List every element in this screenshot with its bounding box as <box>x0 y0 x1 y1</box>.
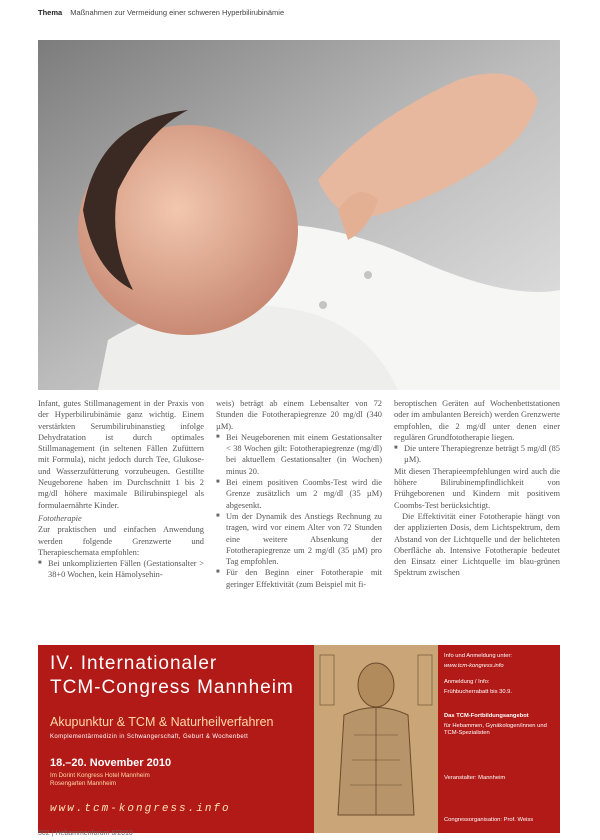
paragraph: beroptischen Geräten auf Wochenbettstationen oder im ambulanten Bereich) werden Grenzwerte empfohlen, die 2 mg/dl unter denen einer regulären Grundfototherapie liegen. <box>394 399 560 442</box>
bullet-list <box>394 443 560 466</box>
text-column-3 <box>394 398 560 579</box>
baby-hand-image <box>38 40 560 390</box>
paragraph: Infant, gutes Stillmanagement in der Praxis von der Hyperbilirubinämie ganz wichtig. Einem verstärkten Serumbilirubinanstieg infolge Dehydratation ist durch optimales Stillmanagement (in seltenen Fällen Zufüttern mit Formula), nicht jedoch durch Tee, Glukose- und Wasserzufütterung vorzubeugen. Gestillte Neugeborene haben im Durchschnitt 1 bis 2 mg/dl höhere maximale Bilirubinspiegel als formulaernährte Kinder. <box>38 399 204 510</box>
tcm-figure-illustration <box>314 645 438 833</box>
text-column-1 <box>38 398 204 581</box>
ad-subtitle: Komplementärmedizin in Schwangerschaft, Geburt & Wochenbett <box>50 734 249 740</box>
ad-title: TCM-Congress Mannheim <box>50 677 294 698</box>
page-footer: 502 | Hebammenforum 6/2010 <box>38 830 133 837</box>
bullet-item: ■ Die untere Therapiegrenze beträgt 5 mg/dl (85 µM). <box>394 443 560 466</box>
header-title: Maßnahmen zur Vermeidung einer schweren Hyperbilirubinämie <box>70 8 285 17</box>
ad-artwork <box>314 645 438 833</box>
congress-advertisement <box>38 645 560 833</box>
ad-title: IV. Internationaler <box>50 653 218 674</box>
bullet-list <box>216 432 382 590</box>
ad-website: www.tcm-kongress.info <box>50 803 231 815</box>
ad-info-label: Info und Anmeldung unter: <box>444 653 513 659</box>
newborn-photo <box>38 40 560 390</box>
ad-info-text: Congressorganisation: Prof. Weiss <box>444 817 534 823</box>
ad-venue-line: Rosengarten Mannheim <box>50 780 117 787</box>
bullet-list <box>38 558 204 581</box>
ad-themes: Akupunktur & TCM & Naturheilverfahren <box>50 715 274 729</box>
ad-info-panel <box>438 645 560 833</box>
ad-venue-line: Im Dorint Kongress Hotel Mannheim <box>50 772 150 779</box>
paragraph: Zur praktischen und einfachen Anwendung werden folgende Grenzwerte und Therapieschemata empfohlen: <box>38 525 204 557</box>
bullet-item: ■ Bei Neugeborenen mit einem Gestationsalter < 38 Wochen gilt: Fototherapiegrenze (mg/dl) bei aktuellem Gestationsalter (in Wochen) minus 20. <box>216 432 382 477</box>
bullet-item: ■ Für den Beginn einer Fototherapie mit geringer Effektivität (zum Beispiel mit fi- <box>216 567 382 590</box>
section-label: Thema <box>38 8 63 17</box>
ad-info-text: Anmeldung / Info: <box>444 679 490 685</box>
paragraph: weis) beträgt ab einem Lebensalter von 72 Stunden die Fototherapiegrenze 20 mg/dl (340 µM). <box>216 399 382 431</box>
paragraph: Die Effektivität einer Fototherapie hängt von der applizierten Dosis, dem Lichtspektrum, dem Abstand von der Lichtquelle und der belichteten Oberfläche ab. Intensive Fototherapie bedeutet den Einsatz einer Lichtquelle im blau-grünen Spektrum zwischen <box>394 511 560 578</box>
running-header <box>38 8 284 17</box>
ad-main-panel <box>38 645 314 833</box>
bullet-item: ■ Bei einem positiven Coombs-Test wird die Grenze zusätzlich um 2 mg/dl (35 µM) abgesenkt. <box>216 477 382 511</box>
subheading: Fototherapie <box>38 513 82 523</box>
ad-date: 18.–20. November 2010 <box>50 757 172 769</box>
text-column-2 <box>216 398 382 590</box>
ad-info-heading: Das TCM-Fortbildungsangebot <box>444 713 529 719</box>
ad-venue <box>50 772 150 788</box>
ad-info-text: Frühbucherrabatt bis 30.9. <box>444 689 512 695</box>
paragraph: Mit diesen Therapieempfehlungen wird auch die höhere Bilirubinempfindlichkeit von Frühgeborenen und Kindern mit positivem Coombs-Test berücksichtigt. <box>394 466 560 510</box>
bullet-item: ■ Bei unkomplizierten Fällen (Gestationsalter > 38+0 Wochen, kein Hämolysehin- <box>38 558 204 581</box>
ad-info-text: für Hebammen, Gynäkologen/innen und TCM-Spezialisten <box>444 723 547 737</box>
bullet-item: ■ Um der Dynamik des Anstiegs Rechnung zu tragen, wird vor einem Alter von 72 Stunden eine weitere Absenkung der Fototherapiegrenze um 2 mg/dl (35 µM) pro Tag empfohlen. <box>216 511 382 567</box>
ad-info-text: Veranstalter: Mannheim <box>444 775 506 781</box>
ad-info-url: www.tcm-kongress.info <box>444 663 504 669</box>
article-body <box>38 398 560 640</box>
